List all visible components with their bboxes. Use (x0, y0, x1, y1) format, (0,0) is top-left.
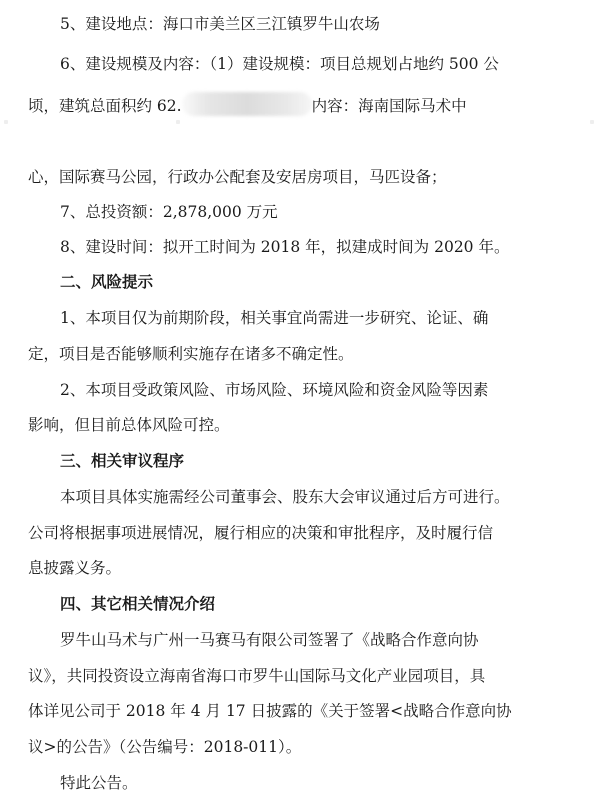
text-line-risk-2a: 2、本项目受政策风险、市场风险、环境风险和资金风险等因素 (60, 381, 489, 399)
text-line-other-1: 罗牛山马术与广州一马赛马有限公司签署了《战略合作意向协 (60, 631, 479, 649)
text-line-review-2: 公司将根据事项进展情况，履行相应的决策和审批程序，及时履行信 (28, 524, 494, 542)
text-line-risk-2b: 影响，但目前总体风险可控。 (28, 416, 230, 434)
section-heading-risk: 二、风险提示 (60, 272, 154, 291)
text-line-project-items: 心，国际赛马公园，行政办公配套及安居房项目，马匹设备； (28, 168, 447, 186)
artifact-dot (4, 120, 8, 124)
text-line-closing: 特此公告。 (60, 774, 138, 792)
text-line-construction-site: 5、建设地点：海口市美兰区三江镇罗牛山农场 (60, 15, 380, 33)
text-line-other-3: 体详见公司于 2018 年 4 月 17 日披露的《关于签署<战略合作意向协 (28, 702, 512, 720)
text-line-construction-time: 8、建设时间：拟开工时间为 2018 年，拟建成时间为 2020 年。 (60, 238, 510, 256)
text-line-review-1: 本项目具体实施需经公司董事会、股东大会审议通过后方可进行。 (60, 488, 510, 506)
artifact-dot (590, 120, 594, 124)
text-line-review-3: 息披露义务。 (28, 559, 122, 577)
text-line-other-2: 议》，共同投资设立海南省海口市罗牛山国际马文化产业园项目，具 (28, 667, 486, 685)
text-line-risk-1a: 1、本项目仅为前期阶段，相关事宜尚需进一步研究、论证、确 (60, 309, 489, 327)
text-line-construction-scale: 6、建设规模及内容：（1）建设规模：项目总规划占地约 500 公 (60, 55, 499, 73)
text-fragment-area: 顷，建筑总面积约 62. (28, 97, 182, 115)
artifact-dot (176, 120, 180, 124)
section-heading-other: 四、其它相关情况介绍 (60, 594, 216, 613)
text-line-building-area (0, 92, 603, 117)
text-line-risk-1b: 定，项目是否能够顺利实施存在诸多不确定性。 (28, 345, 354, 363)
text-line-other-4: 议>的公告》（公告编号：2018-011）。 (28, 738, 302, 756)
text-fragment-content: 内容：海南国际马术中 (311, 97, 467, 115)
page-gap-artifact (0, 120, 603, 126)
text-line-total-investment: 7、总投资额：2,878,000 万元 (60, 203, 278, 221)
redacted-blur-region (182, 92, 312, 116)
section-heading-review: 三、相关审议程序 (60, 451, 185, 470)
